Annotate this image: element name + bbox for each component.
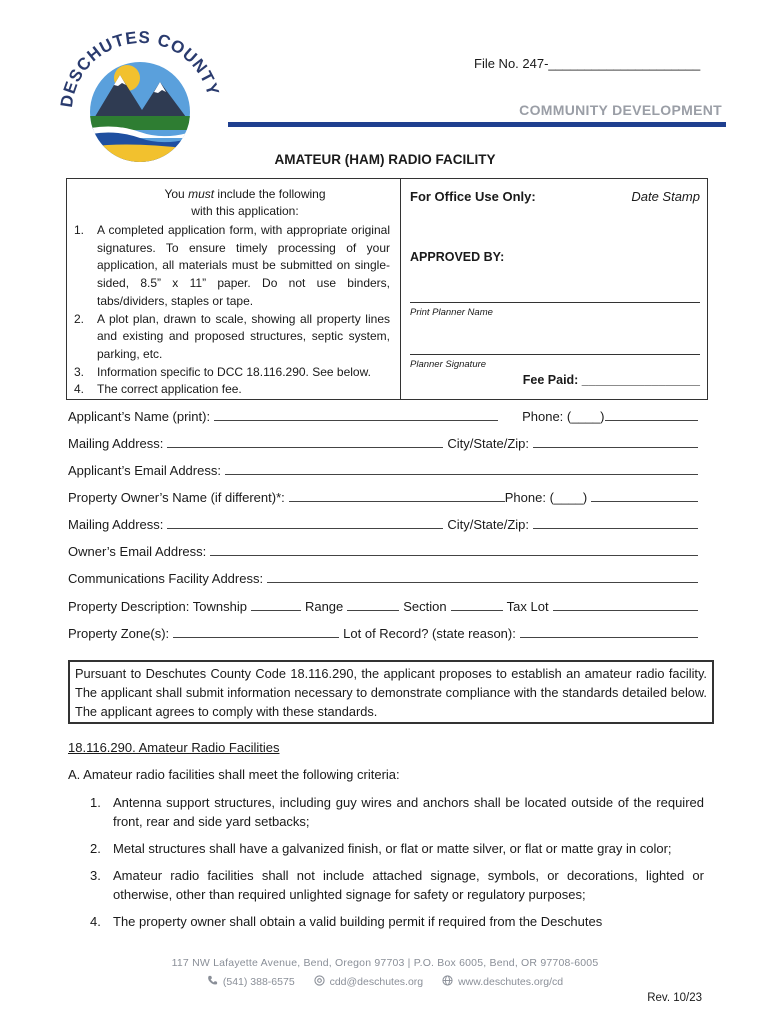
owner-name-field[interactable] — [289, 500, 505, 502]
range-field[interactable] — [347, 609, 399, 611]
applicant-email-row — [68, 463, 702, 478]
at-sign-icon — [314, 975, 325, 986]
owner-name-label: Property Owner’s Name (if different)*: — [68, 490, 285, 505]
owner-email-row — [68, 544, 702, 559]
tax-lot-field[interactable] — [553, 609, 698, 611]
deschutes-county-logo — [52, 30, 227, 170]
header-rule — [228, 122, 726, 127]
owner-mailing-field[interactable] — [167, 527, 443, 529]
applicant-name-label: Applicant’s Name (print): — [68, 409, 211, 424]
approved-by-label: APPROVED BY: — [410, 250, 505, 264]
phone-label: Phone: (____) — [522, 409, 605, 424]
file-number[interactable]: File No. 247-_____________________ — [474, 56, 701, 71]
applicant-email-label: Applicant’s Email Address: — [68, 463, 221, 478]
footer-contact — [0, 975, 770, 988]
owner-phone-field[interactable] — [591, 500, 698, 502]
notice-box: Pursuant to Deschutes County Code 18.116.290, the applicant proposes to establish an amateur radio facility. The applicant shall submit information necessary to demonstrate compliance with the standards detailed below. The applicant agrees to comply with these standards. — [68, 660, 714, 724]
logo-lettering: DESCHUTES COUNTY — [56, 30, 223, 109]
property-description-row — [68, 599, 702, 614]
facility-address-field[interactable] — [267, 581, 698, 583]
footer-phone: (541) 388-6575 — [207, 976, 298, 988]
zone-row — [68, 626, 702, 641]
list-item: 2. Metal structures shall have a galvanized finish, or flat or matte silver, or flat or matte gray in color; — [90, 841, 672, 856]
owner-mailing-label: Mailing Address: — [68, 517, 164, 532]
intro-line2: with this application: — [191, 204, 299, 218]
phone-icon — [207, 975, 218, 986]
print-planner-line[interactable] — [410, 302, 700, 303]
owner-mailing-row — [68, 517, 702, 532]
list-item: 1. A completed application form, with appropriate original signatures. To ensure timely processing of your application, all materials must be submitted on single-sided, 8.5” x 11” paper. Do not use binders, tabs/dividers, staples or tape. — [74, 223, 390, 308]
zone-field[interactable] — [173, 636, 339, 638]
owner-city-field[interactable] — [533, 527, 698, 529]
list-item: 3. Information specific to DCC 18.116.290. See below. — [74, 364, 371, 379]
fee-paid-field[interactable]: Fee Paid: _________________ — [522, 373, 700, 387]
revision-date: Rev. 10/23 — [647, 992, 702, 1004]
mailing-row — [68, 436, 702, 451]
applicant-email-field[interactable] — [225, 473, 698, 475]
print-planner-label: Print Planner Name — [410, 307, 493, 318]
section-field[interactable] — [451, 609, 503, 611]
city-field[interactable] — [533, 446, 698, 448]
section-label: Section — [403, 599, 447, 614]
township-field[interactable] — [251, 609, 301, 611]
box-divider — [400, 178, 401, 399]
applicant-name-row — [68, 409, 702, 424]
department-name: COMMUNITY DEVELOPMENT — [519, 102, 722, 118]
list-item: 4. The property owner shall obtain a valid building permit if required from the Deschutes — [90, 914, 603, 929]
intro-pre: You — [164, 187, 189, 201]
facility-address-row — [68, 571, 702, 586]
city-label: City/State/Zip: — [447, 436, 530, 451]
mailing-field[interactable] — [167, 446, 443, 448]
owner-email-field[interactable] — [210, 554, 698, 556]
footer-website[interactable]: www.deschutes.org/cd — [442, 976, 563, 988]
section-heading: 18.116.290. Amateur Radio Facilities — [68, 740, 280, 755]
list-item: 2. A plot plan, drawn to scale, showing all property lines and existing and proposed structures, septic system, parking, etc. — [74, 311, 390, 361]
globe-icon — [442, 975, 453, 986]
lot-record-label: Lot of Record? (state reason): — [343, 626, 516, 641]
requirements-intro — [140, 186, 350, 220]
criteria-list — [88, 793, 704, 939]
requirements-list — [72, 222, 390, 399]
phone-field[interactable] — [605, 419, 699, 421]
intro-must: must — [188, 187, 215, 201]
owner-city-label: City/State/Zip: — [447, 517, 530, 532]
footer-email[interactable]: cdd@deschutes.org — [314, 976, 426, 988]
tax-lot-label: Tax Lot — [506, 599, 549, 614]
lot-record-field[interactable] — [520, 636, 698, 638]
intro-post: include the following — [214, 187, 326, 201]
list-item: 1. Antenna support structures, including guy wires and anchors shall be located outside of the required front, rear and side yard setbacks; — [90, 795, 704, 829]
page-title: AMATEUR (HAM) RADIO FACILITY — [274, 152, 496, 167]
list-item: 4. The correct application fee. — [74, 382, 242, 397]
owner-name-row — [68, 490, 702, 505]
office-use-heading: For Office Use Only: — [410, 189, 536, 204]
criteria-intro: A. Amateur radio facilities shall meet the following criteria: — [68, 767, 400, 782]
zone-label: Property Zone(s): — [68, 626, 170, 641]
planner-signature-line[interactable] — [410, 354, 700, 355]
mailing-label: Mailing Address: — [68, 436, 164, 451]
footer-address: 117 NW Lafayette Avenue, Bend, Oregon 97703 | P.O. Box 6005, Bend, OR 97708-6005 — [171, 957, 599, 969]
applicant-name-field[interactable] — [214, 419, 498, 421]
facility-address-label: Communications Facility Address: — [68, 571, 264, 586]
date-stamp-label: Date Stamp — [631, 189, 700, 204]
owner-email-label: Owner’s Email Address: — [68, 544, 207, 559]
owner-phone-label: Phone: (____) — [504, 490, 588, 505]
planner-signature-label: Planner Signature — [410, 359, 487, 370]
township-label: Property Description: Township — [68, 599, 247, 614]
list-item: 3. Amateur radio facilities shall not include attached signage, symbols, or decorations, lighted or otherwise, other than required unlighted signage for safety or regulatory purposes; — [90, 868, 704, 902]
range-label: Range — [304, 599, 344, 614]
